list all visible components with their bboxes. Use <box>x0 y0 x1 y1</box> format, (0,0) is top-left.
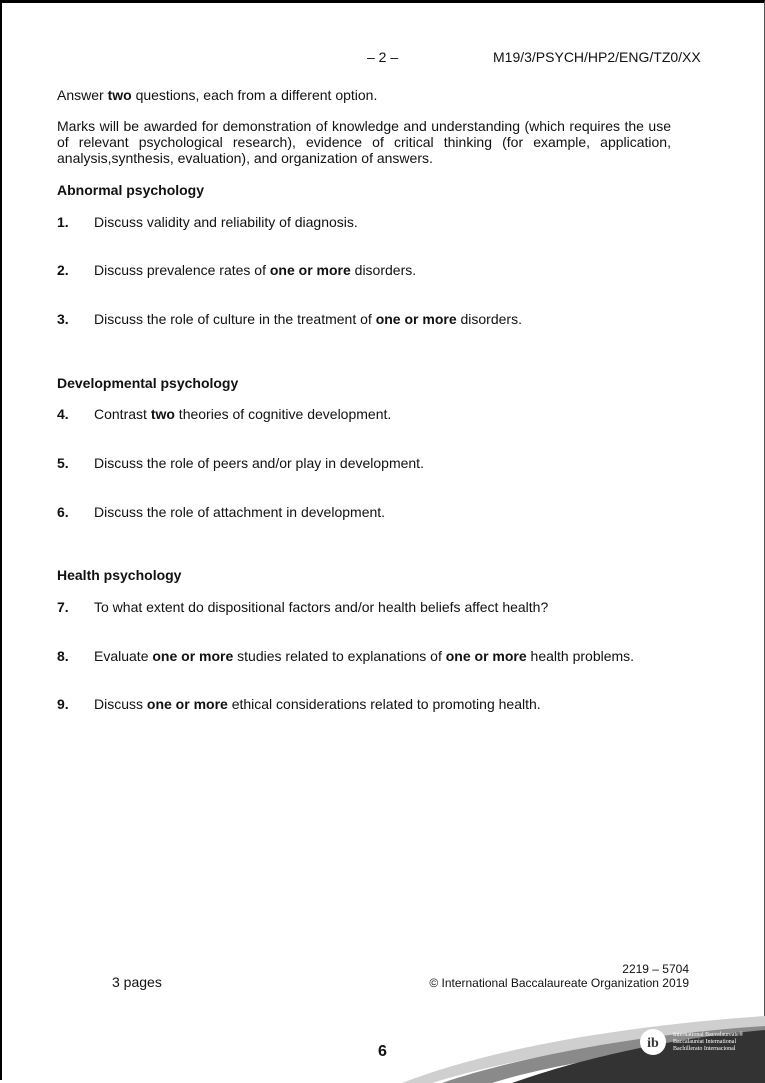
svg-text:ib: ib <box>647 1036 659 1051</box>
question-item: 6. Discuss the role of attachment in development. <box>57 504 386 520</box>
section-title: Health psychology <box>57 567 182 583</box>
question-item: 3. Discuss the role of culture in the treatment of one or more disorders. <box>57 311 522 327</box>
page-indicator: – 2 – <box>367 49 399 65</box>
question-item: 2. Discuss prevalence rates of one or more disorders. <box>57 262 417 278</box>
section-title: Abnormal psychology <box>57 182 205 198</box>
section-title: Developmental psychology <box>57 375 239 391</box>
question-item: 8. Evaluate one or more studies related to explanations of one or more health problems. <box>57 648 635 664</box>
copyright-notice: © International Baccalaureate Organization 2019 <box>429 976 689 990</box>
ib-logo-text: International Baccalaureate® Baccalauréat International Bachillerato Internacional <box>673 1032 744 1052</box>
paper-code: M19/3/PSYCH/HP2/ENG/TZ0/XX <box>493 49 701 65</box>
document-code: 2219 – 5704 <box>622 962 689 976</box>
page-count: 3 pages <box>112 974 162 990</box>
question-item: 5. Discuss the role of peers and/or play in development. <box>57 455 424 471</box>
ib-logo-icon <box>639 1028 667 1056</box>
page-number: 6 <box>378 1043 387 1060</box>
marks-instruction: Marks will be awarded for demonstration of knowledge and understanding (which requires the use of relevant psychological research), evidence of critical thinking (for example, application, analysis,synthesis, evaluation), and organization of answers. <box>57 118 671 166</box>
question-item: 1. Discuss validity and reliability of diagnosis. <box>57 214 358 230</box>
question-item: 9. Discuss one or more ethical considerations related to promoting health. <box>57 696 541 712</box>
answer-instruction: Answer two questions, each from a different option. <box>57 87 378 103</box>
question-item: 7. To what extent do dispositional factors and/or health beliefs affect health? <box>57 599 549 615</box>
question-item: 4. Contrast two theories of cognitive development. <box>57 406 392 422</box>
